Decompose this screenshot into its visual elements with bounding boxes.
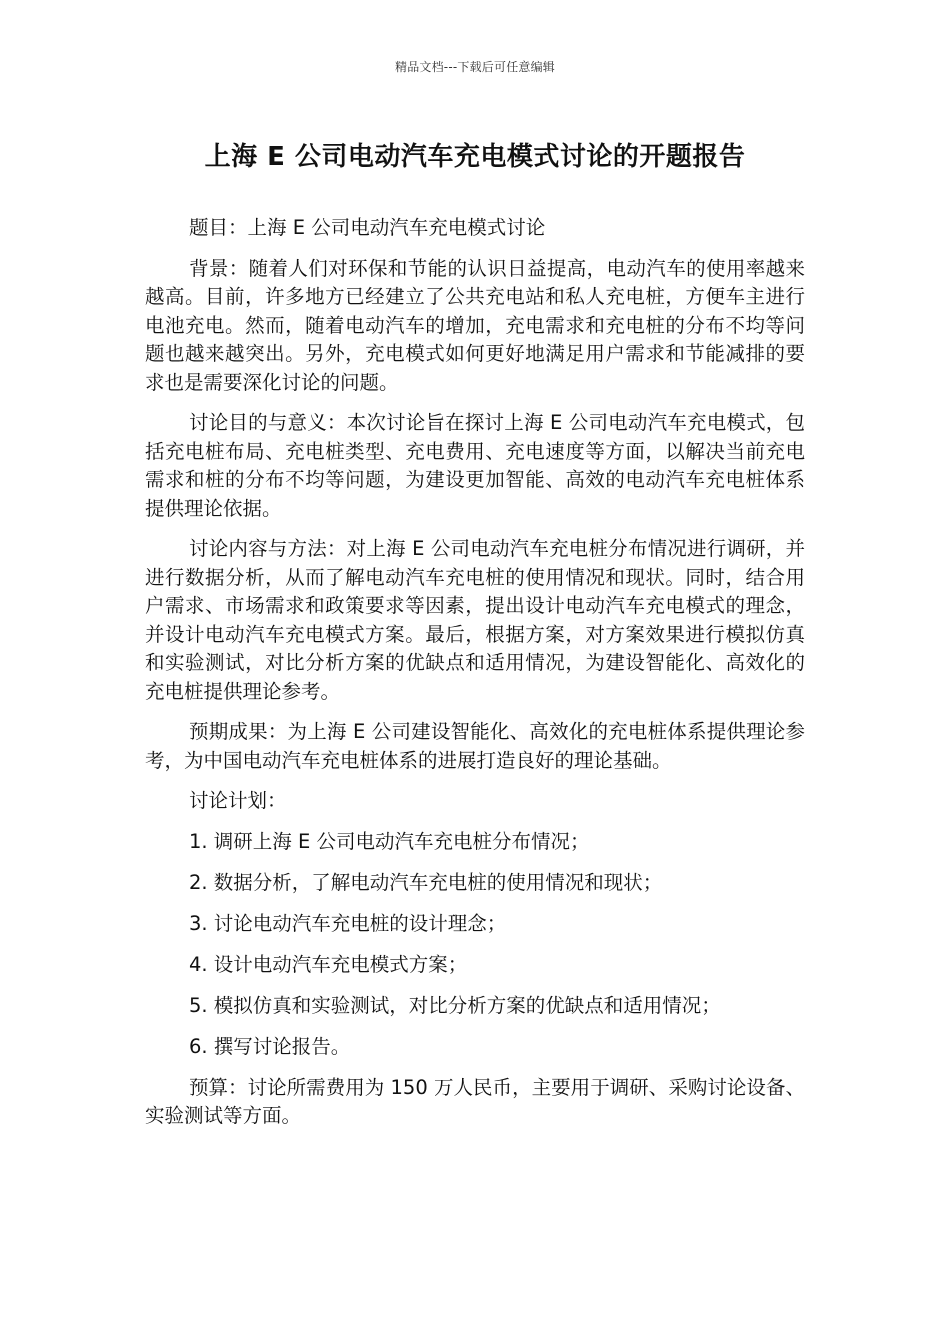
purpose-paragraph: 讨论目的与意义：本次讨论旨在探讨上海 E 公司电动汽车充电模式，包括充电桩布局、充电桩类型、充电费用、充电速度等方面，以解决当前充电需求和桩的分布不均等问题，为建设更加智能、高效的电动汽车充电桩体系提供理论依据。 (145, 411, 805, 520)
page-header-note: 精品文档---下载后可任意编辑 (395, 60, 555, 74)
document-body (145, 214, 805, 1143)
plan-item: 3. 讨论电动汽车充电桩的设计理念； (189, 911, 507, 935)
plan-item: 1. 调研上海 E 公司电动汽车充电桩分布情况； (189, 829, 590, 853)
plan-list (145, 828, 805, 1062)
plan-item: 5. 模拟仿真和实验测试，对比分析方案的优缺点和适用情况； (189, 993, 721, 1017)
expected-results-paragraph: 预期成果：为上海 E 公司建设智能化、高效化的充电桩体系提供理论参考，为中国电动汽车充电桩体系的进展打造良好的理论基础。 (145, 720, 805, 772)
plan-item: 2. 数据分析，了解电动汽车充电桩的使用情况和现状； (189, 870, 663, 894)
plan-item: 4. 设计电动汽车充电模式方案； (189, 952, 468, 976)
background-paragraph: 背景：随着人们对环保和节能的认识日益提高，电动汽车的使用率越来越高。目前，许多地方已经建立了公共充电站和私人充电桩，方便车主进行电池充电。然而，随着电动汽车的增加，充电需求和充电桩的分布不均等问题也越来越突出。另外，充电模式如何更好地满足用户需求和节能减排的要求也是需要深化讨论的问题。 (145, 256, 805, 394)
topic-paragraph: 题目：上海 E 公司电动汽车充电模式讨论 (189, 216, 546, 239)
plan-heading: 讨论计划： (189, 789, 287, 812)
methods-paragraph: 讨论内容与方法：对上海 E 公司电动汽车充电桩分布情况进行调研，并进行数据分析，从而了解电动汽车充电桩的使用情况和现状。同时，结合用户需求、市场需求和政策要求等因素，提出设计电动汽车充电模式的理念，并设计电动汽车充电模式方案。最后，根据方案，对方案效果进行模拟仿真和实验测试，对比分析方案的优缺点和适用情况，为建设智能化、高效化的充电桩提供理论参考。 (145, 537, 805, 703)
budget-paragraph: 预算：讨论所需费用为 150 万人民币，主要用于调研、采购讨论设备、实验测试等方面。 (145, 1075, 805, 1127)
document-title: 上海 E 公司电动汽车充电模式讨论的开题报告 (204, 142, 746, 172)
plan-item: 6. 撰写讨论报告。 (189, 1034, 351, 1058)
